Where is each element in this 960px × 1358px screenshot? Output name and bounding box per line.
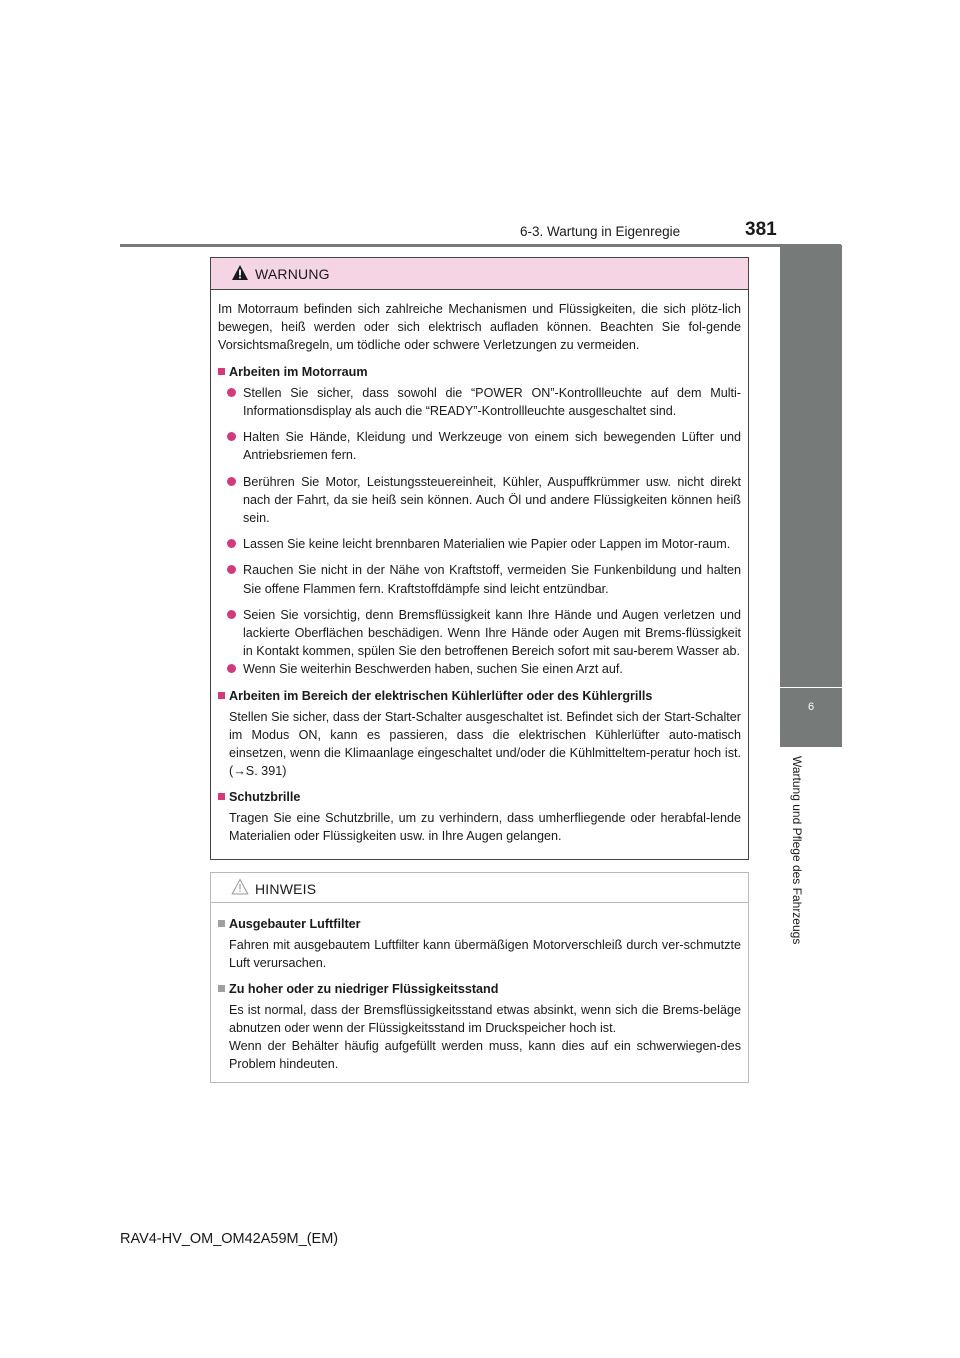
section-title: Arbeiten im Motorraum <box>218 363 741 381</box>
warning-box <box>210 257 749 860</box>
hint-box <box>210 872 749 1083</box>
list-item: Rauchen Sie nicht in der Nähe von Kraftstoff, vermeiden Sie Funkenbildung und halten Sie offene Flammen fern. Kraftstoffdämpfe sind leicht entzündbar. <box>218 561 741 597</box>
section-text: Wenn der Behälter häufig aufgefüllt werden muss, kann dies auf ein schwerwiegen-des Problem hindeuten. <box>229 1039 741 1072</box>
side-rule <box>780 245 842 687</box>
page-number: 381 <box>745 219 777 240</box>
section-text: Stellen Sie sicher, dass der Start-Schalter ausgeschaltet ist. Befindet sich der Start-Schalter im Modus ON, kann es passieren, dass die elektrischen Kühlerlüfter auto-matisch einsetzen, wenn die Klimaanlage eingeschaltet und/oder die Kühlmitteltem-peratur hoch ist. (→S. 391) <box>229 709 741 779</box>
chapter-title: Wartung und Pflege des Fahrzeugs <box>790 756 804 945</box>
hint-body <box>211 903 748 1074</box>
hint-header <box>211 873 748 903</box>
section-title: Zu hoher oder zu niedriger Flüssigkeitsstand <box>218 980 741 998</box>
warning-header <box>211 258 748 290</box>
section-text: Fahren mit ausgebautem Luftfilter kann übermäßigen Motorverschleiß durch ver-schmutzte Luft verursachen. <box>229 938 741 971</box>
chapter-number: 6 <box>807 701 815 713</box>
chapter-tab <box>780 688 842 747</box>
section-text: Tragen Sie eine Schutzbrille, um zu verhindern, dass umherfliegende oder herabfal-lende Materialien oder Flüssigkeiten usw. in Ihre Augen gelangen. <box>229 810 741 844</box>
warning-label: WARNUNG <box>255 266 330 282</box>
list-item-extra <box>218 660 741 678</box>
section-text: Es ist normal, dass der Bremsflüssigkeitsstand etwas absinkt, wenn sich die Brems-beläge abnutzen oder wenn der Flüssigkeitsstand im Druckspeicher hoch ist. <box>229 1002 741 1036</box>
document-code: RAV4-HV_OM_OM42A59M_(EM) <box>120 1231 339 1247</box>
warning-intro: Im Motorraum befinden sich zahlreiche Mechanismen und Flüssigkeiten, die sich plötz-lich bewegen, heiß werden oder sich elektrisch aufladen können. Beachten Sie fol-gende Vorsichtsmaßregeln, um tödliche oder schwere Verletzungen zu vermeiden. <box>218 302 741 353</box>
list-item-extra-text: Wenn Sie weiterhin Beschwerden haben, suchen Sie einen Arzt auf. <box>243 662 623 677</box>
list-item: Berühren Sie Motor, Leistungssteuereinheit, Kühler, Auspuffkrümmer usw. nicht direkt nach der Fahrt, da sie heiß sein können. Auch Öl und andere Flüssigkeiten können heiß sein. <box>218 473 741 528</box>
hint-label: HINWEIS <box>255 881 317 897</box>
warning-triangle-icon <box>231 264 249 281</box>
list-item: Stellen Sie sicher, dass sowohl die “POWER ON”-Kontrollleuchte auf dem Multi-Informationsdisplay als auch die “READY”-Kontrollleuchte ausgeschaltet sind. <box>218 384 741 420</box>
chapter-title-vertical <box>788 756 808 960</box>
list-item: Lassen Sie keine leicht brennbaren Materialien wie Papier oder Lappen im Motor-raum. <box>218 535 741 553</box>
list-item: Seien Sie vorsichtig, denn Bremsflüssigkeit kann Ihre Hände und Augen verletzen und lackierte Oberflächen beschädigen. Wenn Ihre Hände oder Augen mit Brems-flüssigkeit in Kontakt kommen, spülen Sie den betroffenen Bereich sofort mit sau-berem Wasser ab. <box>218 606 741 661</box>
header-section-title: 6-3. Wartung in Eigenregie <box>520 224 681 239</box>
section-title: Arbeiten im Bereich der elektrischen Kühlerlüfter oder des Kühlergrills <box>218 687 741 705</box>
warning-body <box>211 290 748 845</box>
section-title: Schutzbrille <box>218 788 741 806</box>
list-item: Halten Sie Hände, Kleidung und Werkzeuge von einem sich bewegenden Lüfter und Antriebsriemen fern. <box>218 428 741 464</box>
caution-triangle-outline-icon <box>231 878 249 895</box>
header-rule <box>120 244 841 247</box>
section-title: Ausgebauter Luftfilter <box>218 915 741 933</box>
